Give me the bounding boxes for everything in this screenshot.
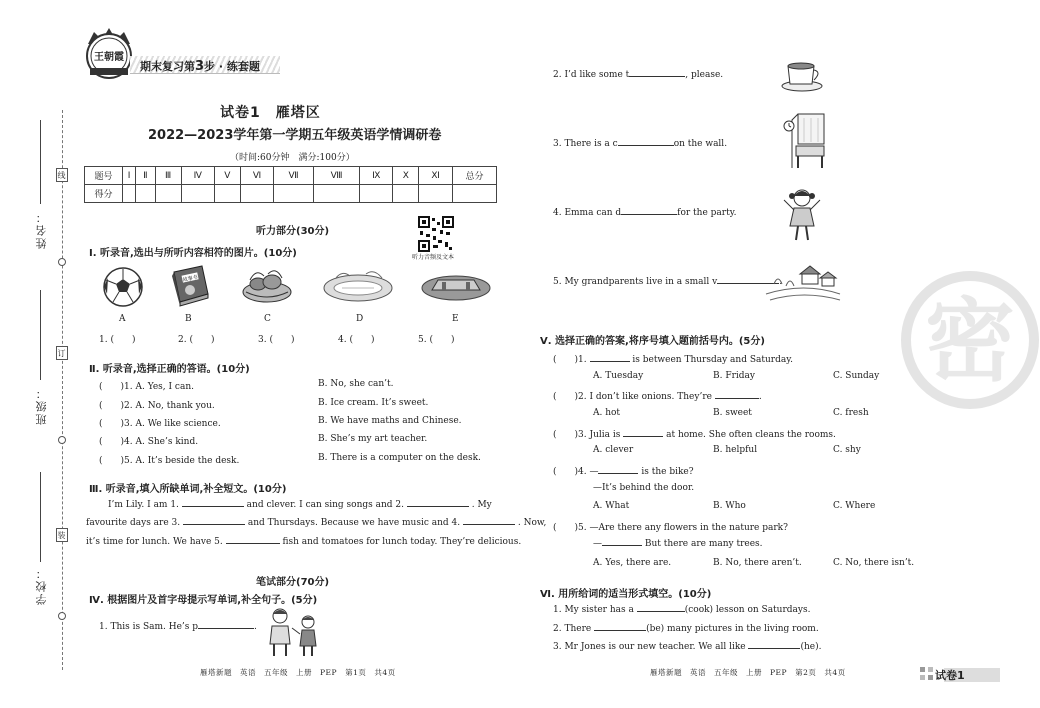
score-cell[interactable] [419,185,453,203]
fill-blank[interactable] [629,76,685,77]
sec6-question-3: 3. Mr Jones is our new teacher. We all like (he). [553,642,822,652]
sec6-question-2: 2. There (be) many pictures in the living room. [553,624,819,634]
cut-mark: 线 [56,168,68,182]
passage-line-1: I’m Lily. I am 1. and clever. I can sing songs and 2. . My [108,500,492,510]
choice-option-b: B. There is a computer on the desk. [318,453,481,463]
cut-mark: 订 [56,346,68,360]
score-col: Ⅳ [181,167,214,185]
watermark-seal [900,270,1040,410]
fruit-basket-picture [238,264,296,306]
dancing-girl-picture [780,186,824,242]
fill-blank[interactable] [598,473,638,474]
score-cell[interactable] [313,185,359,203]
bridge-picture [420,270,492,302]
fill-blank[interactable] [182,506,244,507]
section-1-title: Ⅰ. 听录音,选出与所听内容相符的图片。(10分) [89,248,297,259]
fill-blank[interactable] [618,145,674,146]
paper-tag: 试卷1 [935,669,965,682]
score-col-total: 总分 [453,167,497,185]
fill-blank[interactable] [637,611,685,612]
sec5-q1-stem: ( )1. is between Thursday and Saturday. [553,355,793,365]
score-cell[interactable] [240,185,273,203]
class-blank[interactable] [40,290,41,380]
sec5-q5-line2: — But there are many trees. [593,539,763,549]
score-cell[interactable] [274,185,314,203]
sec5-q5-option: A. Yes, there are. [593,558,672,568]
sec5-q2-option: C. fresh [833,408,869,418]
storybook-picture [166,264,212,308]
score-col: Ⅹ [393,167,419,185]
sec5-q3-stem: ( )3. Julia is at home. She often cleans the rooms. [553,430,836,440]
village-picture [764,264,842,304]
sec5-q4-option: C. Where [833,501,876,511]
fill-blank[interactable] [407,506,469,507]
score-cell[interactable] [393,185,419,203]
sec5-q1-option: A. Tuesday [593,371,644,381]
soccer-ball-picture [100,266,146,308]
sec5-q3-option: A. clever [593,445,634,455]
sec4-question-1: 1. This is Sam. He’s p . [99,622,257,632]
passage-line-3: it’s time for lunch. We have 5. fish and tomatoes for lunch today. They’re delicious. [86,537,522,547]
cut-dot [58,258,66,266]
option-letter: B [185,314,192,324]
fill-blank[interactable] [602,545,642,546]
choice-option-b: B. We have maths and Chinese. [318,416,462,426]
answer-bracket[interactable]: 3. ( ) [258,335,295,345]
lake-picture [322,268,394,304]
score-col: Ⅴ [215,167,241,185]
name-blank[interactable] [40,120,41,204]
fill-blank[interactable] [183,524,245,525]
class-label: 班级： [35,386,48,425]
option-letter: A [119,314,126,324]
fill-blank[interactable] [748,648,800,649]
choice-option-b: B. Ice cream. It’s sweet. [318,398,429,408]
sec6-question-1: 1. My sister has a (cook) lesson on Saturdays. [553,605,811,615]
sam-and-friend-picture [262,606,326,658]
choice-option-a[interactable]: ( )2. A. No, thank you. [99,401,215,411]
score-cell[interactable] [155,185,181,203]
score-cell[interactable] [136,185,156,203]
sec5-q4-option: A. What [593,501,630,511]
score-col: Ⅶ [274,167,314,185]
score-col: Ⅷ [313,167,359,185]
answer-bracket[interactable]: 1. ( ) [99,335,136,345]
fill-blank[interactable] [623,436,663,437]
writing-title: 笔试部分(70分) [256,577,330,588]
sec5-q4-option: B. Who [713,501,746,511]
fill-blank[interactable] [590,361,630,362]
sec5-q3-option: C. shy [833,445,861,455]
section-6-title: Ⅵ. 用所给词的适当形式填空。(10分) [540,589,712,600]
sec4-question-3: 3. There is a c on the wall. [553,139,728,149]
watermark-text: 密 [925,289,1015,394]
answer-bracket[interactable]: 4. ( ) [338,335,375,345]
cut-mark: 装 [56,528,68,542]
name-label: 姓名： [35,210,48,249]
score-table-header-row [85,167,497,185]
sec5-q1-option: C. Sunday [833,371,880,381]
answer-bracket[interactable]: 2. ( ) [178,335,215,345]
score-col: Ⅲ [155,167,181,185]
score-cell[interactable] [453,185,497,203]
binding-cut-line [62,110,63,670]
sec5-q5-option: C. No, there isn’t. [833,558,915,568]
option-letter: E [452,314,459,324]
choice-option-a[interactable]: ( )1. A. Yes, I can. [99,382,194,392]
score-row-label: 得分 [85,185,123,203]
section-2-title: Ⅱ. 听录音,选择正确的答语。(10分) [89,364,250,375]
choice-option-a[interactable]: ( )4. A. She’s kind. [99,437,199,447]
footer-left: 雁塔新题 英语 五年级 上册 PEP 第1页 共4页 [200,668,396,677]
time-info: （时间:60分钟 满分:100分） [230,153,355,163]
sec4-question-4: 4. Emma can d for the party. [553,208,737,218]
sec4-question-5: 5. My grandparents live in a small v . [553,277,783,287]
choice-option-b: B. No, she can’t. [318,379,394,389]
passage-line-2: favourite days are 3. and Thursdays. Because we have music and 4. . Now, [86,518,547,528]
header-step [140,58,260,74]
fill-blank[interactable] [594,630,646,631]
score-cell[interactable] [215,185,241,203]
fill-blank[interactable] [715,398,759,399]
logo-text: 王朝霞 [94,52,124,63]
listening-title: 听力部分(30分) [256,226,330,237]
sec5-q2-option: A. hot [593,408,621,418]
sec5-q2-option: B. sweet [713,408,752,418]
book-label: 故事书 [182,274,199,284]
grid-dots-icon [920,667,934,681]
sec5-q5-stem: ( )5. —Are there any flowers in the nature park? [553,523,788,533]
sec5-q4-line2: —It’s behind the door. [593,483,695,493]
sec5-q2-stem: ( )2. I don’t like onions. They’re . [553,392,762,402]
score-col: Ⅺ [419,167,453,185]
step-prefix: 期末复习第 [140,60,195,73]
school-blank[interactable] [40,472,41,562]
cut-dot [58,436,66,444]
cup-of-tea-picture [780,56,824,92]
sec5-q4-stem: ( )4. — is the bike? [553,467,694,477]
sec5-q3-option: B. helpful [713,445,758,455]
score-cell[interactable] [123,185,136,203]
score-cell[interactable] [360,185,393,203]
qr-code-icon[interactable] [418,216,454,252]
score-table [84,166,497,203]
option-letter: D [356,314,364,324]
option-letter: C [264,314,271,324]
qr-caption: 听力音频及文本 [412,254,455,261]
score-table-score-row [85,185,497,203]
score-col: Ⅱ [136,167,156,185]
fill-blank[interactable] [463,524,515,525]
sec5-q5-option: B. No, there aren’t. [713,558,802,568]
score-col: Ⅵ [240,167,273,185]
step-number: 3 [195,59,205,74]
section-4-title: Ⅳ. 根据图片及首字母提示写单词,补全句子。(5分) [89,595,318,606]
score-cell[interactable] [181,185,214,203]
section-3-title: Ⅲ. 听录音,填入所缺单词,补全短文。(10分) [89,484,287,495]
choice-option-a[interactable]: ( )5. A. It’s beside the desk. [99,456,240,466]
fill-blank[interactable] [198,628,254,629]
clock-on-wall-picture [782,112,826,170]
step-suffix: 步 · 练套题 [204,60,260,73]
fill-blank[interactable] [621,214,677,215]
footer-right: 雁塔新题 英语 五年级 上册 PEP 第2页 共4页 [650,668,846,677]
section-5-title: Ⅴ. 选择正确的答案,将序号填入题前括号内。(5分) [540,336,765,347]
cut-dot [58,612,66,620]
score-col: Ⅰ [123,167,136,185]
school-label: 学校： [35,566,48,605]
choice-option-a[interactable]: ( )3. A. We like science. [99,419,221,429]
choice-option-b: B. She’s my art teacher. [318,434,428,444]
sec5-q1-option: B. Friday [713,371,755,381]
score-col: Ⅸ [360,167,393,185]
fill-blank[interactable] [226,543,280,544]
paper-subtitle: 2022—2023学年第一学期五年级英语学情调研卷 [148,128,442,143]
answer-bracket[interactable]: 5. ( ) [418,335,455,345]
paper-title: 试卷1 雁塔区 [220,105,321,121]
score-header-label: 题号 [85,167,123,185]
sec4-question-2: 2. I’d like some t , please. [553,70,724,80]
